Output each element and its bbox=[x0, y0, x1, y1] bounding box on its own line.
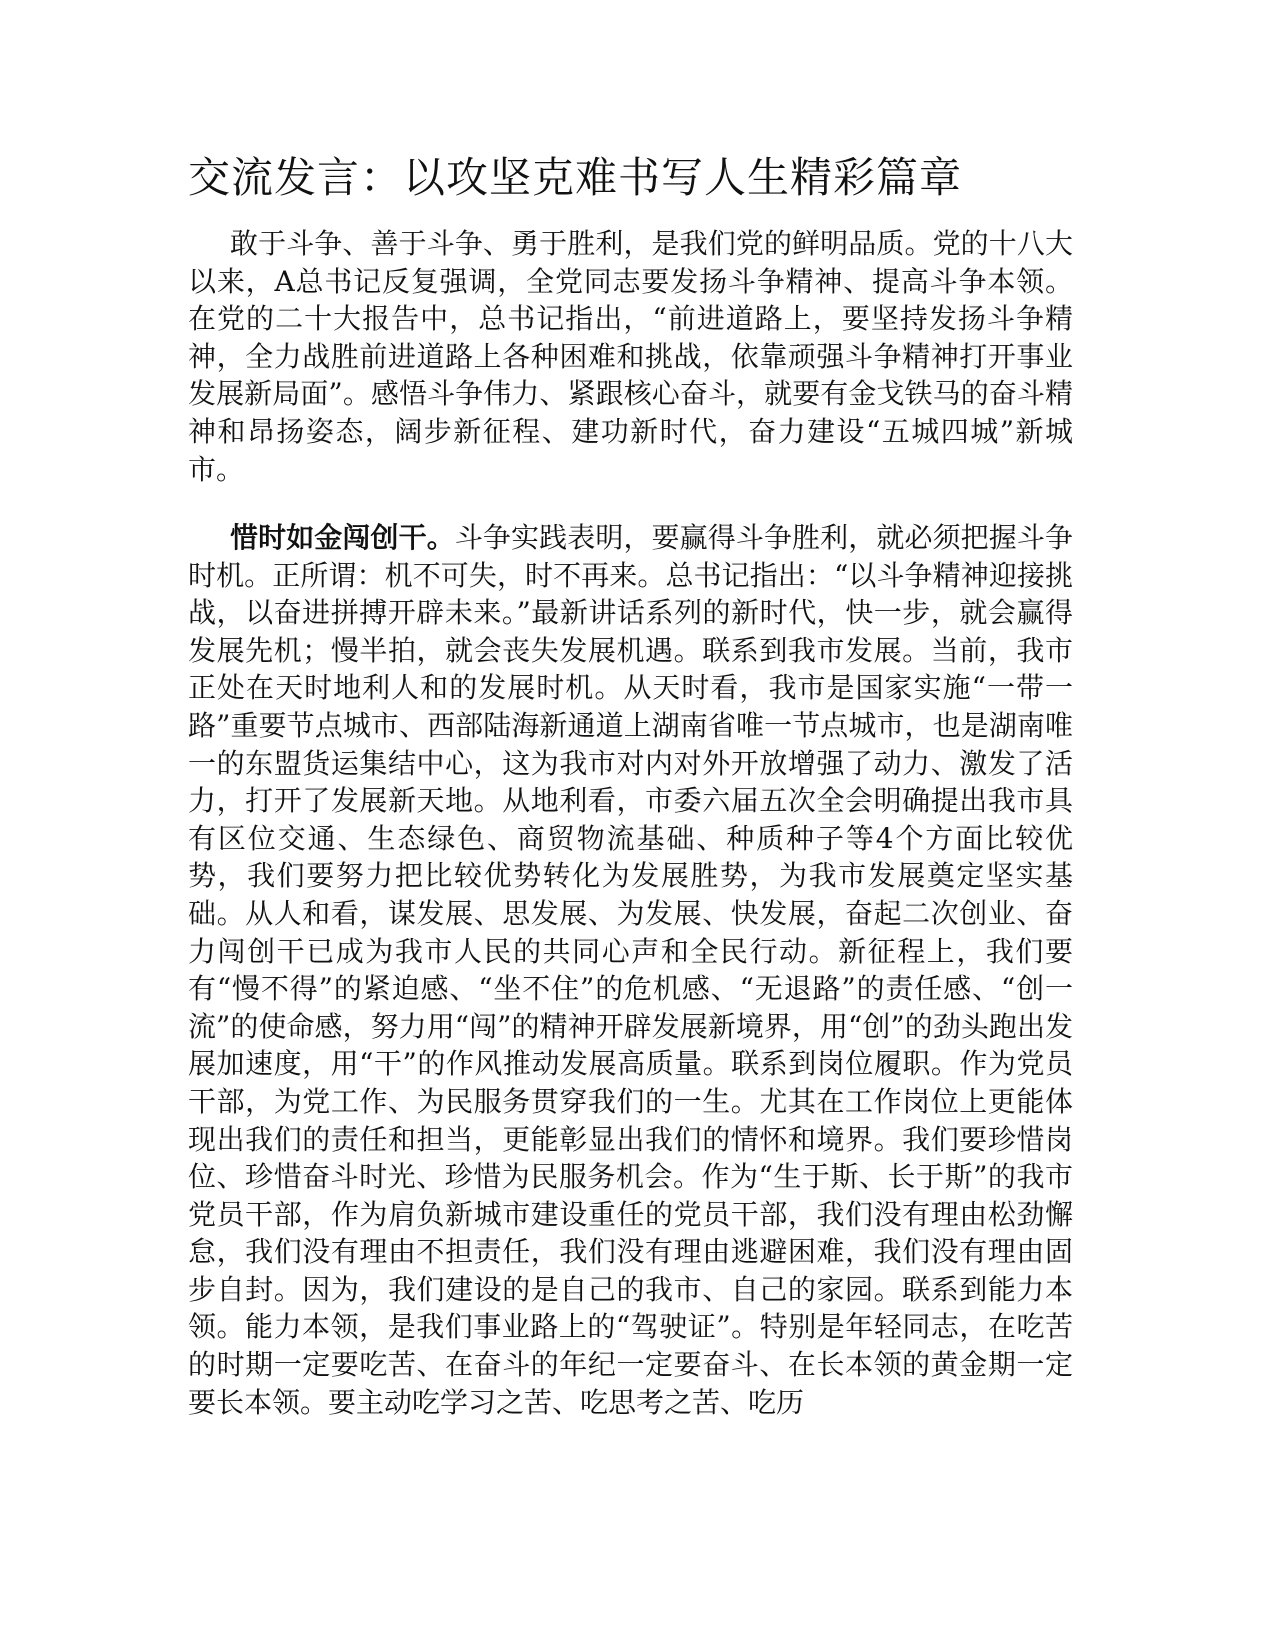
paragraph-seize-time-text: 斗争实践表明，要赢得斗争胜利，就必须把握斗争时机。正所谓：机不可失，时不再来。总书记指出：“以斗争精神迎接挑战，以奋进拼搏开辟未来。”最新讲话系列的新时代，快一步，就会赢得发展先机；慢半拍，就会丧失发展机遇。联系到我市发展。当前，我市正处在天时地利人和的发展时机。从天时看，我市是国家实施“一带一路”重要节点城市、西部陆海新通道上湖南省唯一节点城市，也是湖南唯一的东盟货运集结中心，这为我市对内对外开放增强了动力、激发了活力，打开了发展新天地。从地利看，市委六届五次全会明确提出我市具有区位交通、生态绿色、商贸物流基础、种质种子等4个方面比较优势，我们要努力把比较优势转化为发展胜势，为我市发展奠定坚实基础。从人和看，谋发展、思发展、为发展、快发展，奋起二次创业、奋力闯创干已成为我市人民的共同心声和全民行动。新征程上，我们要有“慢不得”的紧迫感、“坐不住”的危机感、“无退路”的责任感、“创一流”的使命感，努力用“闯”的精神开辟发展新境界，用“创”的劲头跑出发展加速度，用“干”的作风推动发展高质量。联系到岗位履职。作为党员干部，为党工作、为民服务贯穿我们的一生。尤其在工作岗位上更能体现出我们的责任和担当，更能彰显出我们的情怀和境界。我们要珍惜岗位、珍惜奋斗时光、珍惜为民服务机会。作为“生于斯、长于斯”的我市党员干部，作为肩负新城市建设重任的党员干部，我们没有理由松劲懈怠，我们没有理由不担责任，我们没有理由逃避困难，我们没有理由固步自封。因为，我们建设的是自己的我市、自己的家园。联系到能力本领。能力本领，是我们事业路上的“驾驶证”。特别是年轻同志，在吃苦的时期一定要吃苦、在奋斗的年纪一定要奋斗、在长本领的黄金期一定要长本领。要主动吃学习之苦、吃思考之苦、吃历 bbox=[188, 521, 1073, 1419]
paragraph-seize-time bbox=[188, 519, 1073, 1421]
paragraph-intro bbox=[188, 225, 1073, 488]
document-title: 交流发言：以攻坚克难书写人生精彩篇章 bbox=[188, 153, 963, 202]
paragraph-lead-heading: 惜时如金闯创干。 bbox=[230, 521, 455, 554]
paragraph-intro-text: 敢于斗争、善于斗争、勇于胜利，是我们党的鲜明品质。党的十八大以来，A总书记反复强调，全党同志要发扬斗争精神、提高斗争本领。在党的二十大报告中，总书记指出，“前进道路上，要坚持发扬斗争精神，全力战胜前进道路上各种困难和挑战，依靠顽强斗争精神打开事业发展新局面”。感悟斗争伟力、紧跟核心奋斗，就要有金戈铁马的奋斗精神和昂扬姿态，阔步新征程、建功新时代，奋力建设“五城四城”新城市。 bbox=[188, 227, 1073, 486]
